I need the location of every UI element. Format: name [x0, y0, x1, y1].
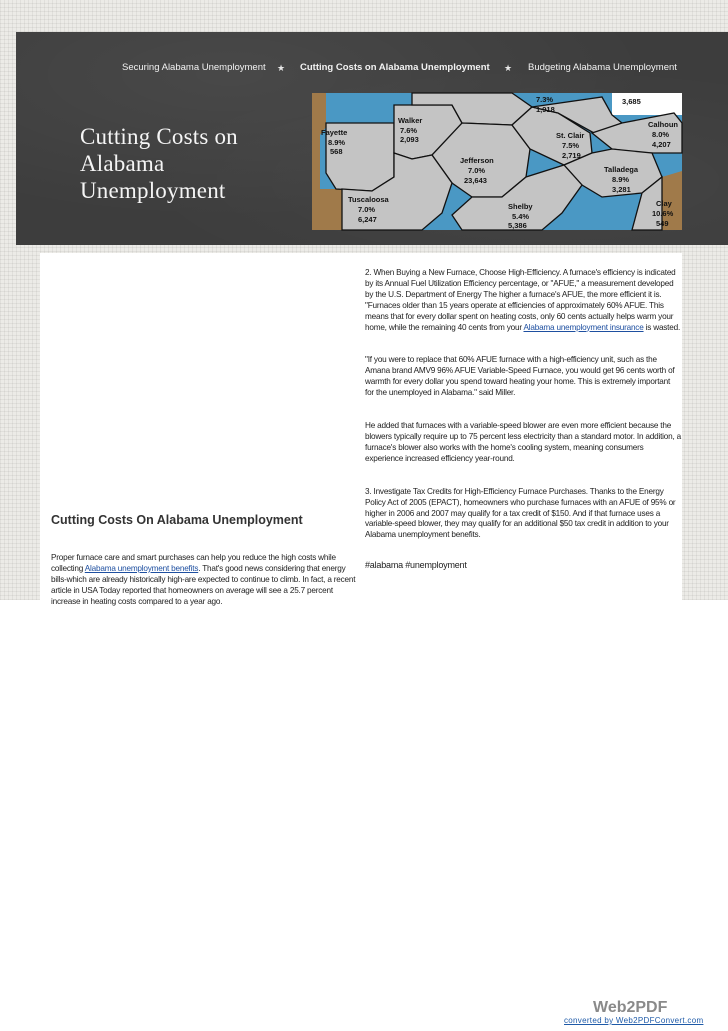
map-label: Talladega [604, 165, 639, 174]
logo-text: Web2PDF [593, 999, 668, 1016]
map-label: 8.9% [612, 175, 630, 184]
map-label: 6,247 [358, 215, 377, 224]
link-alabama-unemployment-insurance[interactable]: Alabama unemployment insurance [523, 322, 644, 332]
web2pdf-logo-graphic [591, 993, 668, 1017]
map-label: 7.0% [358, 205, 376, 214]
map-label: 5.4% [512, 212, 530, 221]
map-label: Tuscaloosa [348, 195, 389, 204]
map-label: 5,386 [508, 221, 527, 230]
web2pdf-logo [591, 993, 668, 1017]
paragraph-tax-credits: 3. Investigate Tax Credits for High-Efficiency Furnace Purchases. Thanks to the Energy Policy Act of 2005 (EPACT), homeowners who purchase furnaces with an AFUE of 95% or higher in 2006 and 2007 may qualify for a tax credit of $150. And if that furnace uses a variable-speed blower, they may qualify for an additional $50 tax credit in addition to your Alabama unemployment benefits. [365, 486, 676, 540]
map-label: 7.0% [468, 166, 486, 175]
map-label: 7.6% [400, 126, 418, 135]
right-column [365, 268, 681, 571]
article-heading: Cutting Costs On Alabama Unemployment [51, 513, 303, 527]
alabama-county-map [312, 93, 682, 230]
map-label: Walker [398, 116, 423, 125]
nav-item-securing[interactable]: Securing Alabama Unemployment [122, 62, 266, 73]
map-label: 3,685 [622, 97, 641, 106]
page-title: Cutting Costs on Alabama Unemployment [80, 124, 238, 203]
map-graphic [312, 93, 682, 230]
link-alabama-unemployment-benefits[interactable]: Alabama unemployment benefits [84, 563, 199, 573]
map-label: 7.5% [562, 141, 580, 150]
map-label: 8.9% [328, 138, 346, 147]
map-label: 1,918 [536, 105, 555, 114]
map-label: 7.3% [536, 95, 554, 104]
map-label: Clay [656, 199, 672, 208]
nav-item-budgeting[interactable]: Budgeting Alabama Unemployment [528, 62, 677, 73]
map-label: 10.6% [652, 209, 674, 218]
map-label: 549 [656, 219, 669, 228]
paragraph-intro: Proper furnace care and smart purchases can help you reduce the high costs while collecting Alabama unemployment benefits. That's good news considering that energy bills-which are already historically high-are expected to continue to climb. In fact, a recent article in USA Today reported that homeowners on average will see a 25.7 percent increase in heating costs compared to a year ago. [51, 553, 356, 606]
nav-item-cutting-costs[interactable]: Cutting Costs on Alabama Unemployment [300, 62, 490, 73]
map-label: 4,207 [652, 140, 671, 149]
map-neighbor-southwest [312, 189, 342, 230]
paragraph-high-efficiency: 2. When Buying a New Furnace, Choose High-Efficiency. A furnace's efficiency is indicated by its Annual Fuel Utilization Efficiency percentage, or "AFUE," a measurement developed by the U.S. Department of Energy The higher a furnace's AFUE, the more efficient it is. "Furnaces older than 15 years operate at efficiencies of approximately 60% AFUE. This means that for every dollar spent on heating costs, only 60 cents actually helps warm your home, while the remaining 40 cents from your Alabama unemployment insurance is wasted. [365, 268, 681, 332]
map-label: Jefferson [460, 156, 494, 165]
map-label: 568 [330, 147, 343, 156]
star-separator-icon: ★ [504, 63, 513, 73]
map-label: St. Clair [556, 131, 585, 140]
star-separator-icon: ★ [277, 63, 286, 73]
map-label: 23,643 [464, 176, 487, 185]
map-label: 8.0% [652, 130, 670, 139]
map-label: 2,093 [400, 135, 419, 144]
paragraph-variable-speed: He added that furnaces with a variable-speed blower are even more efficient because the blowers typically require up to 75 percent less electricity than a standard motor. In addition, a furnace's blower also works with the home's cooling system, meaning consumers experience increased efficiency year-round. [365, 421, 682, 463]
top-nav [16, 58, 728, 80]
converted-by-link[interactable]: converted by Web2PDFConvert.com [564, 1016, 704, 1025]
map-label: Calhoun [648, 120, 678, 129]
left-column [51, 553, 357, 608]
article-tags: #alabama #unemployment [365, 560, 467, 571]
map-label: Fayette [321, 128, 348, 137]
paragraph-amana-quote: "If you were to replace that 60% AFUE furnace with a high-efficiency unit, such as the Amana brand AMV9 96% AFUE Variable-Speed Furnace, you would get 96 cents worth of warmth for every dollar you spend toward heating your home. This is extremely important for the unemployed in Alabama." said Miller. [365, 355, 675, 398]
map-label: 2,719 [562, 151, 581, 160]
map-label: Shelby [508, 202, 533, 211]
map-label: 3,281 [612, 185, 631, 194]
